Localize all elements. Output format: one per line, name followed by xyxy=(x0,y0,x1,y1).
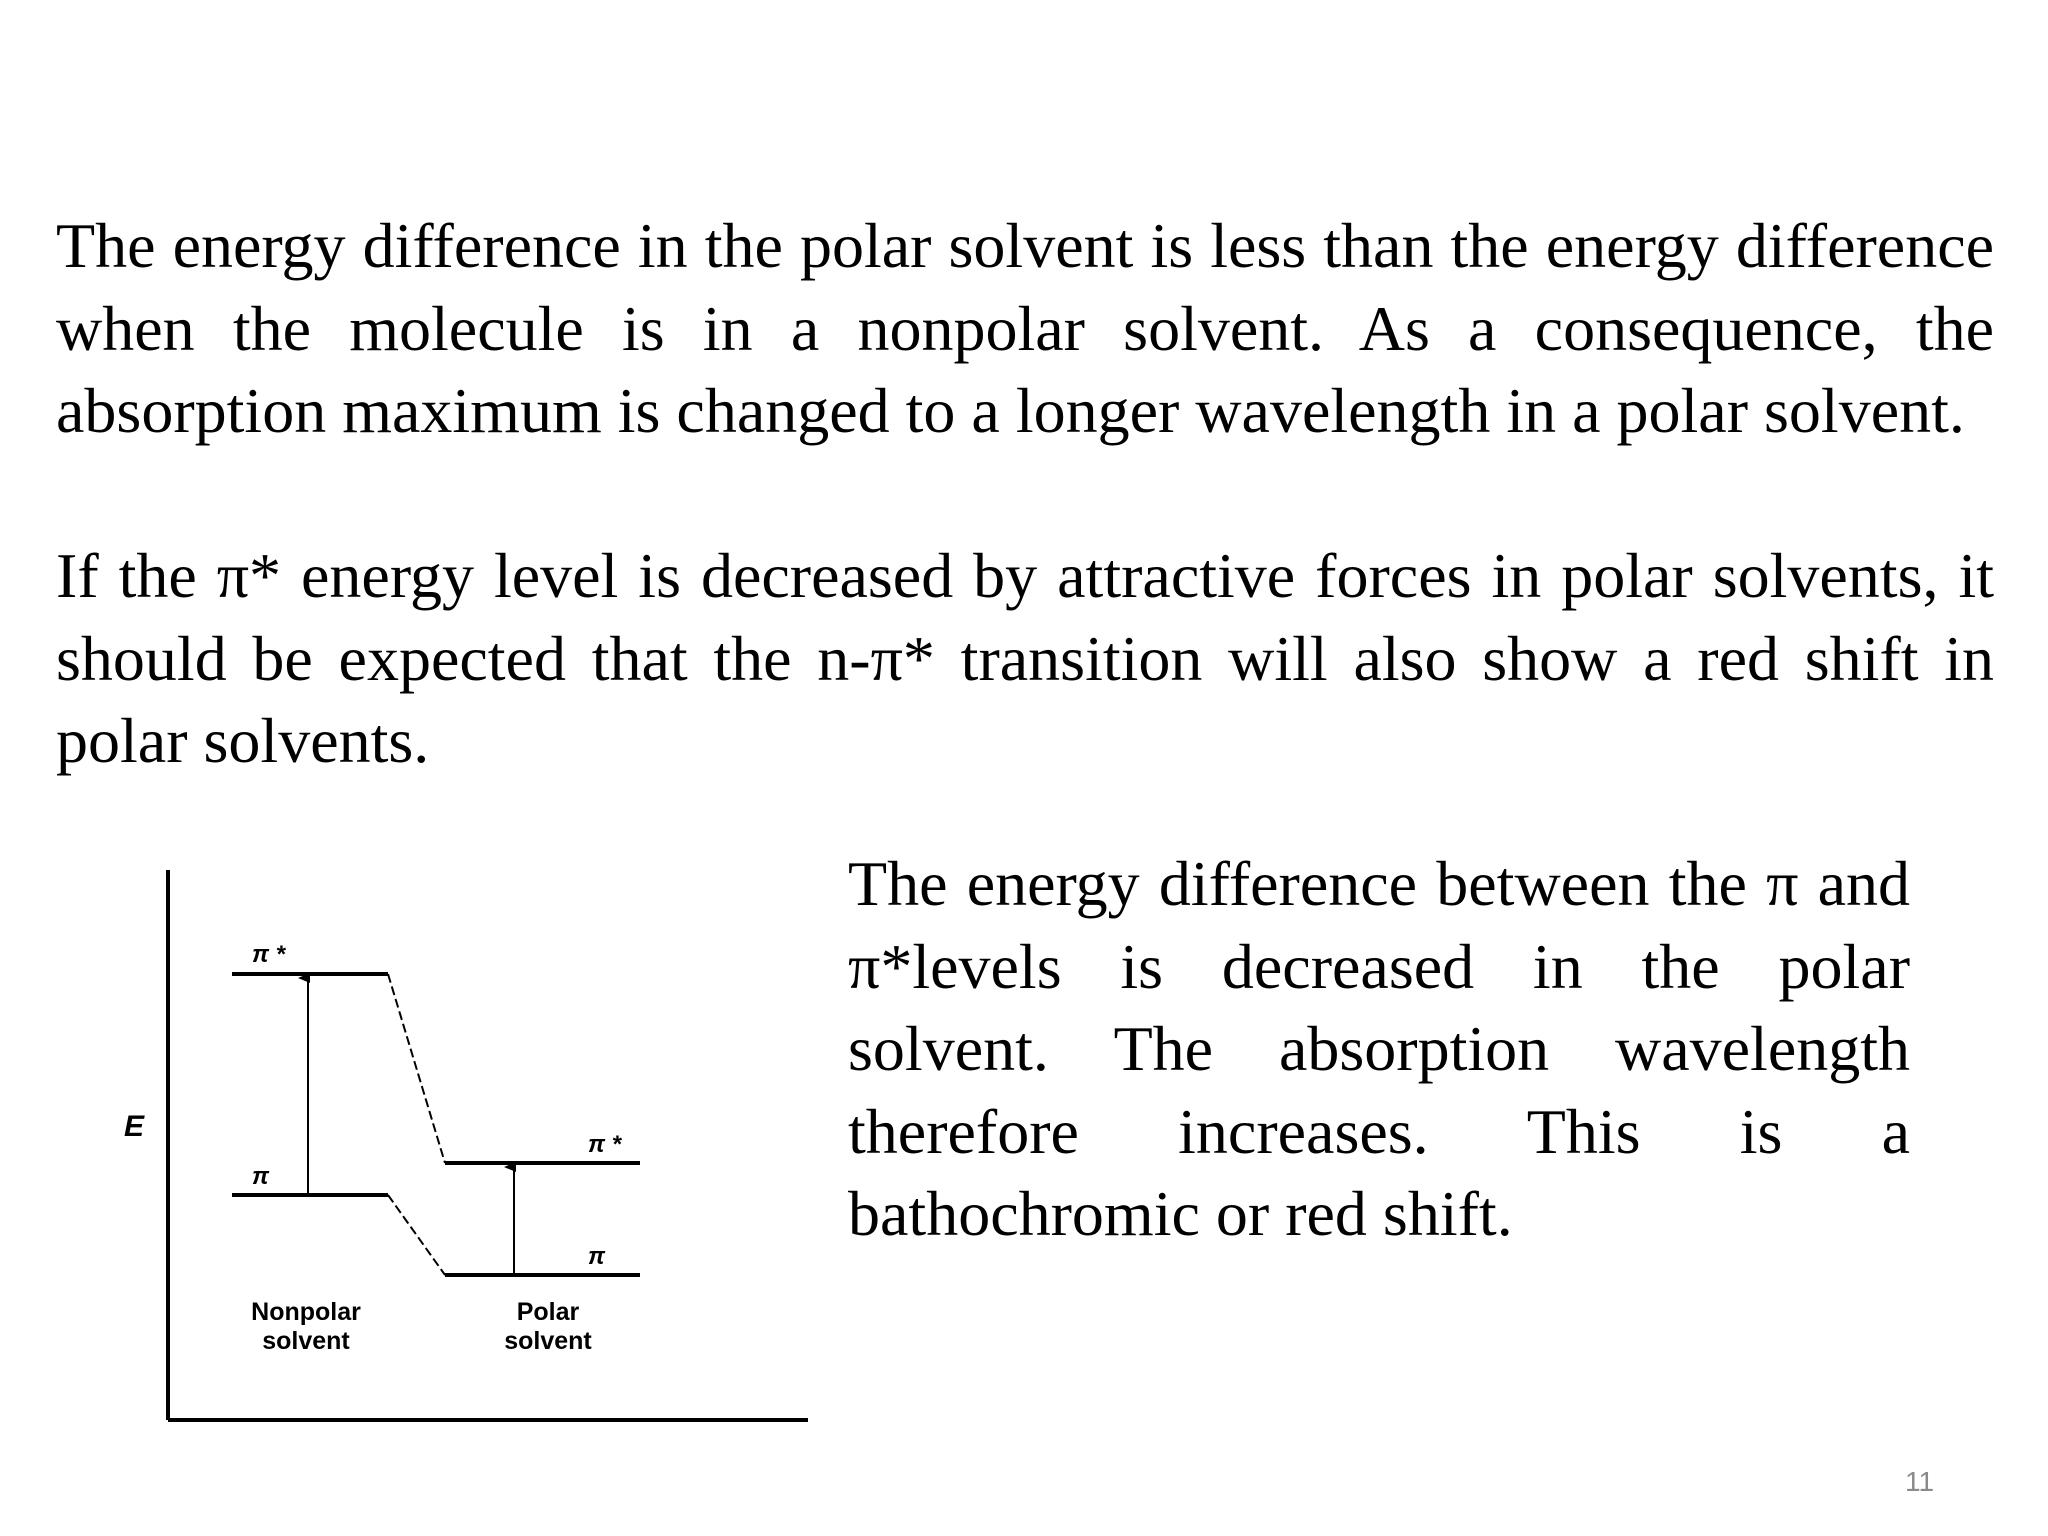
polar-pi-star-label: π * xyxy=(588,1131,622,1158)
page-number: 11 xyxy=(1905,1466,1935,1497)
diagram-caption: The energy difference between the π and π*levels is decreased in the polar solvent. The absorption wavelength therefore increases. This is a bathochromic or red shift. xyxy=(848,848,1910,1249)
polar-solvent-label-line-2: solvent xyxy=(504,1327,592,1355)
paragraph-n-pi-transition: If the π* energy level is decreased by attractive forces in polar solvents, it should be expected that the n-π* transition will also show a red shift in polar solvents. xyxy=(56,540,1994,776)
nonpolar-pi-star-label: π * xyxy=(252,941,286,968)
nonpolar-solvent-label-line-2: solvent xyxy=(262,1327,350,1355)
polar-solvent-label-line-1: Polar xyxy=(516,1298,580,1326)
pi-star-connector xyxy=(388,974,445,1163)
nonpolar-solvent-label-line-1: Nonpolar xyxy=(251,1298,361,1326)
pi-connector xyxy=(388,1195,445,1275)
nonpolar-pi-label: π xyxy=(252,1163,270,1190)
energy-level-diagram xyxy=(100,850,820,1430)
paragraph-energy-difference: The energy difference in the polar solvent is less than the energy difference when the molecule is in a nonpolar solvent. As a consequence, the absorption maximum is changed to a longer wavelength in a polar solvent. xyxy=(56,210,1994,446)
energy-axis-label: E xyxy=(124,1110,145,1143)
polar-pi-label: π xyxy=(588,1243,606,1270)
